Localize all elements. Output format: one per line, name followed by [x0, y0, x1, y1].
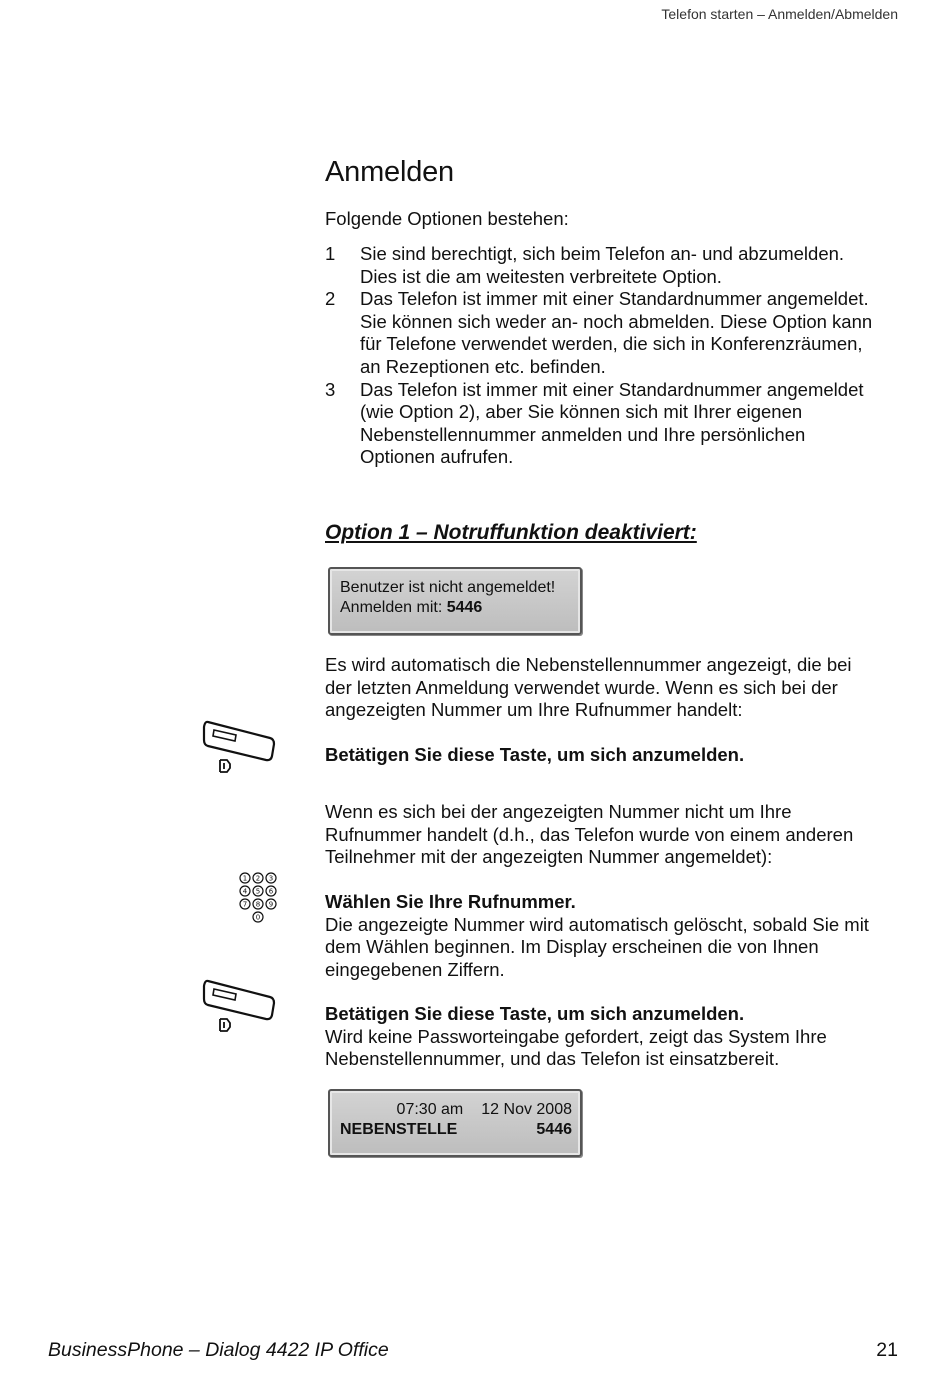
footer-title: BusinessPhone – Dialog 4422 IP Office — [48, 1339, 389, 1361]
login-key-icon — [200, 716, 280, 783]
keypad-digit: 2 — [255, 874, 261, 883]
keypad-digit: 8 — [255, 900, 261, 909]
page-number: 21 — [876, 1339, 898, 1361]
paragraph-line: angezeigten Nummer um Ihre Rufnummer handelt: — [325, 699, 743, 721]
display-line-2 — [340, 598, 572, 618]
step-dial-number — [325, 891, 905, 981]
list-item — [325, 379, 905, 469]
paragraph-line: Nebenstellennummer, und das Telefon ist einsatzbereit. — [325, 1048, 780, 1070]
paragraph-line: der letzten Anmeldung verwendet wurde. Wenn es sich bei der — [325, 676, 838, 698]
display-datetime — [340, 1100, 572, 1120]
list-item — [325, 288, 905, 378]
display-extension-number: 5446 — [536, 1121, 572, 1138]
keypad-digit: 5 — [255, 887, 261, 896]
display-login-code: 5446 — [446, 599, 483, 616]
display-login-label: Anmelden mit: — [340, 599, 447, 616]
list-item-line: (wie Option 2), aber Sie können sich mit Ihrer eigenen — [360, 401, 803, 423]
paragraph-other-number — [325, 801, 905, 869]
list-item-line: Sie sind berechtigt, sich beim Telefon an- und abzumelden. — [360, 243, 845, 264]
section-title: Option 1 – Notruffunktion deaktiviert: — [325, 521, 697, 544]
keypad-digit: 7 — [242, 900, 248, 909]
list-item-line: Sie können sich weder an- noch abmelden. Diese Option kann — [360, 310, 873, 332]
paragraph-line: Rufnummer handelt (d.h., das Telefon wurde von einem anderen — [325, 823, 854, 845]
list-item-line: Nebenstellennummer anmelden und Ihre persönlichen — [360, 423, 806, 445]
keypad-digit: 9 — [268, 900, 274, 909]
paragraph-line: Teilnehmer mit der angezeigten Nummer angemeldet): — [325, 846, 773, 868]
paragraph-line: Es wird automatisch die Nebenstellennummer angezeigt, die bei — [325, 654, 852, 675]
keypad-digit: 1 — [242, 874, 248, 883]
paragraph-line: dem Wählen beginnen. Im Display erscheinen die von Ihnen — [325, 936, 819, 958]
paragraph-line: eingegebenen Ziffern. — [325, 958, 505, 980]
step-login-instruction: Betätigen Sie diese Taste, um sich anzumelden. — [325, 744, 745, 765]
display-date: 12 Nov 2008 — [481, 1101, 572, 1118]
intro-text: Folgende Optionen bestehen: — [325, 208, 569, 229]
paragraph-automatic-extension — [325, 654, 905, 722]
paragraph-line: Die angezeigte Nummer wird automatisch gelöscht, sobald Sie mit — [325, 913, 869, 935]
keypad-icon — [238, 871, 280, 932]
paragraph-line: Wenn es sich bei der angezeigten Nummer nicht um Ihre — [325, 801, 792, 822]
list-item — [325, 243, 905, 288]
list-item-number: 3 — [325, 378, 336, 400]
display-extension-row — [340, 1120, 572, 1140]
list-item-line: Das Telefon ist immer mit einer Standardnummer angemeldet. — [360, 288, 869, 310]
running-header: Telefon starten – Anmelden/Abmelden — [661, 6, 898, 22]
page-title: Anmelden — [325, 156, 454, 188]
step-login-heading: Betätigen Sie diese Taste, um sich anzumelden. — [325, 1003, 745, 1024]
display-time: 07:30 am — [396, 1101, 464, 1118]
options-list — [325, 243, 905, 469]
list-item-number: 1 — [325, 243, 336, 264]
keypad-digit: 4 — [242, 887, 248, 896]
keypad-digit: 3 — [268, 874, 274, 883]
list-item-line: Dies ist die am weitesten verbreitete Option. — [360, 265, 722, 287]
list-item-line: Das Telefon ist immer mit einer Standardnummer angemeldet — [360, 378, 864, 400]
list-item-line: Optionen aufrufen. — [360, 446, 514, 468]
step-dial-heading: Wählen Sie Ihre Rufnummer. — [325, 891, 576, 912]
display-extension-label: NEBENSTELLE — [340, 1121, 458, 1138]
login-key-icon — [200, 975, 280, 1042]
list-item-line: für Telefone verwendet werden, die sich in Konferenzräumen, — [360, 333, 863, 355]
paragraph-line: Wird keine Passworteingabe gefordert, zeigt das System Ihre — [325, 1025, 827, 1047]
list-item-line: an Rezeptionen etc. befinden. — [360, 355, 606, 377]
display-line-1: Benutzer ist nicht angemeldet! — [340, 579, 556, 596]
phone-display-idle — [328, 1089, 582, 1157]
phone-display-not-logged-in — [328, 567, 582, 635]
keypad-digit: 0 — [255, 913, 261, 922]
list-item-number: 2 — [325, 288, 336, 310]
step-login-confirm — [325, 1003, 905, 1071]
keypad-digit: 6 — [268, 887, 274, 896]
